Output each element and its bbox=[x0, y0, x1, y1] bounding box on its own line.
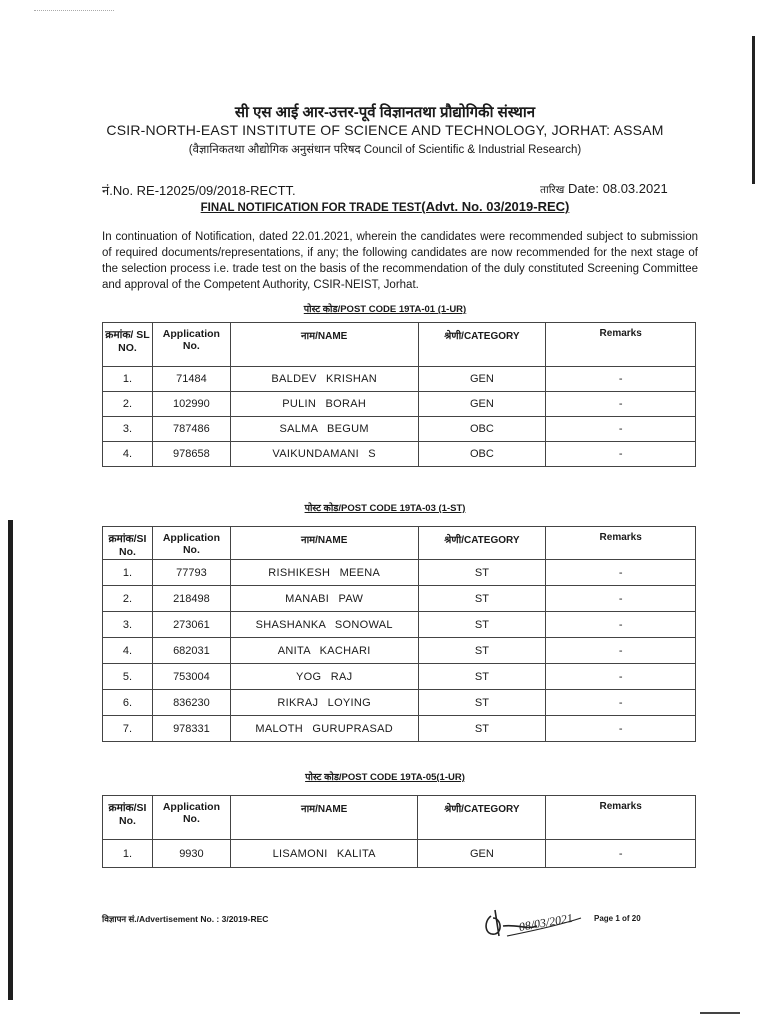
cell-application: 273061 bbox=[152, 612, 230, 638]
col-header-slno: क्रमांक/SI No. bbox=[103, 796, 153, 840]
cell-name: PULIN BORAH bbox=[230, 392, 418, 417]
cell-remarks: - bbox=[546, 716, 696, 742]
table-row bbox=[103, 560, 696, 586]
cell-application: 77793 bbox=[152, 560, 230, 586]
cell-application: 978658 bbox=[152, 442, 230, 467]
table-row bbox=[103, 392, 696, 417]
intro-paragraph: In continuation of Notification, dated 22.01.2021, wherein the candidates were recommended subject to submission of required documents/representations, if any; the following candidates are now recommended for the next stage of the selection process i.e. trade test on the basis of the recommendation of the duly constituted Screening Committee and approval of the Competent Authority, CSIR-NEIST, Jorhat. bbox=[102, 231, 698, 291]
cell-remarks: - bbox=[546, 586, 696, 612]
col-header-application: Application No. bbox=[152, 323, 230, 367]
cell-remarks: - bbox=[546, 392, 696, 417]
cell-category: ST bbox=[418, 716, 546, 742]
col-header-remarks: Remarks bbox=[546, 527, 696, 560]
cell-slno: 5. bbox=[103, 664, 153, 690]
table-row bbox=[103, 417, 696, 442]
col-header-remarks: Remarks bbox=[546, 323, 696, 367]
council-english: Council of Scientific & Industrial Research) bbox=[363, 144, 582, 156]
cell-category: ST bbox=[418, 664, 546, 690]
table-header-row bbox=[103, 527, 696, 560]
table-row bbox=[103, 690, 696, 716]
cell-slno: 1. bbox=[103, 840, 153, 868]
cell-name: SALMA BEGUM bbox=[230, 417, 418, 442]
cell-slno: 3. bbox=[103, 612, 153, 638]
date-label-hindi: तारिख bbox=[540, 184, 565, 196]
cell-slno: 4. bbox=[103, 638, 153, 664]
advt-number: (Advt. No. 03/2019-REC) bbox=[421, 199, 570, 214]
cell-remarks: - bbox=[546, 560, 696, 586]
candidates-table bbox=[102, 322, 696, 467]
table-row bbox=[103, 586, 696, 612]
cell-name: RISHIKESH MEENA bbox=[230, 560, 418, 586]
council-line bbox=[0, 142, 770, 157]
notice-title-text: FINAL NOTIFICATION FOR TRADE TEST bbox=[200, 202, 422, 214]
signature-date: 08/03/2021 bbox=[517, 910, 574, 935]
post-code-heading: पोस्ट कोड/POST CODE 19TA-05(1-UR) bbox=[305, 772, 465, 783]
cell-slno: 3. bbox=[103, 417, 153, 442]
col-header-slno: क्रमांक/ SL NO. bbox=[103, 323, 153, 367]
cell-category: ST bbox=[418, 586, 546, 612]
table-row bbox=[103, 442, 696, 467]
cell-application: 71484 bbox=[152, 367, 230, 392]
post-code-heading: पोस्ट कोड/POST CODE 19TA-03 (1-ST) bbox=[304, 503, 466, 514]
table-row bbox=[103, 612, 696, 638]
date-line bbox=[540, 181, 668, 197]
cell-category: GEN bbox=[418, 840, 546, 868]
page-number: Page 1 of 20 bbox=[594, 914, 641, 923]
cell-application: 836230 bbox=[152, 690, 230, 716]
candidates-table bbox=[102, 526, 696, 742]
cell-slno: 2. bbox=[103, 586, 153, 612]
cell-remarks: - bbox=[546, 690, 696, 716]
cell-application: 102990 bbox=[152, 392, 230, 417]
post-code-heading: पोस्ट कोड/POST CODE 19TA-01 (1-UR) bbox=[303, 304, 467, 315]
notice-date: Date: 08.03.2021 bbox=[567, 181, 668, 196]
table-header-row bbox=[103, 323, 696, 367]
cell-category: ST bbox=[418, 638, 546, 664]
cell-remarks: - bbox=[546, 840, 696, 868]
council-hindi: (वैज्ञानिकतथा औद्योगिक अनुसंधान परिषद bbox=[188, 144, 361, 156]
cell-slno: 1. bbox=[103, 367, 153, 392]
cell-name: RIKRAJ LOYING bbox=[230, 690, 418, 716]
table-row bbox=[103, 664, 696, 690]
cell-remarks: - bbox=[546, 612, 696, 638]
cell-category: ST bbox=[418, 560, 546, 586]
cell-category: ST bbox=[418, 690, 546, 716]
notice-title bbox=[0, 199, 770, 214]
cell-application: 787486 bbox=[152, 417, 230, 442]
cell-slno: 2. bbox=[103, 392, 153, 417]
table-row bbox=[103, 367, 696, 392]
cell-remarks: - bbox=[546, 664, 696, 690]
col-header-name: नाम/NAME bbox=[230, 527, 418, 560]
cell-category: ST bbox=[418, 612, 546, 638]
cell-application: 9930 bbox=[152, 840, 230, 868]
cell-slno: 7. bbox=[103, 716, 153, 742]
table-row bbox=[103, 716, 696, 742]
col-header-application: Application No. bbox=[152, 796, 230, 840]
cell-slno: 4. bbox=[103, 442, 153, 467]
cell-name: ANITA KACHARI bbox=[230, 638, 418, 664]
table-row bbox=[103, 840, 696, 868]
cell-slno: 1. bbox=[103, 560, 153, 586]
cell-name: LISAMONI KALITA bbox=[230, 840, 418, 868]
col-header-slno: क्रमांक/SI No. bbox=[103, 527, 153, 560]
col-header-application: Application No. bbox=[152, 527, 230, 560]
reference-number: नं.No. RE-12025/09/2018-RECTT. bbox=[102, 183, 296, 198]
cell-remarks: - bbox=[546, 367, 696, 392]
cell-name: BALDEV KRISHAN bbox=[230, 367, 418, 392]
institute-name-english: CSIR-NORTH-EAST INSTITUTE OF SCIENCE AND TECHNOLOGY, JORHAT: ASSAM bbox=[106, 122, 664, 138]
cell-name: VAIKUNDAMANI S bbox=[230, 442, 418, 467]
scan-edge-left bbox=[8, 520, 13, 1000]
table-header-row bbox=[103, 796, 696, 840]
scan-artifact-top bbox=[34, 10, 114, 13]
signature-image bbox=[477, 896, 587, 946]
cell-category: GEN bbox=[418, 392, 546, 417]
col-header-category: श्रेणी/CATEGORY bbox=[418, 796, 546, 840]
cell-name: MALOTH GURUPRASAD bbox=[230, 716, 418, 742]
cell-remarks: - bbox=[546, 417, 696, 442]
col-header-category: श्रेणी/CATEGORY bbox=[418, 323, 546, 367]
institute-name-hindi: सी एस आई आर-उत्तर-पूर्व विज्ञानतथा प्रौद्योगिकी संस्थान bbox=[234, 104, 536, 121]
cell-slno: 6. bbox=[103, 690, 153, 716]
cell-category: GEN bbox=[418, 367, 546, 392]
cell-name: YOG RAJ bbox=[230, 664, 418, 690]
candidates-table bbox=[102, 795, 696, 868]
col-header-name: नाम/NAME bbox=[230, 796, 418, 840]
advertisement-number: विज्ञापन सं./Advertisement No. : 3/2019-REC bbox=[102, 914, 269, 924]
cell-remarks: - bbox=[546, 638, 696, 664]
col-header-name: नाम/NAME bbox=[230, 323, 418, 367]
cell-application: 218498 bbox=[152, 586, 230, 612]
cell-name: MANABI PAW bbox=[230, 586, 418, 612]
cell-name: SHASHANKA SONOWAL bbox=[230, 612, 418, 638]
col-header-remarks: Remarks bbox=[546, 796, 696, 840]
col-header-category: श्रेणी/CATEGORY bbox=[418, 527, 546, 560]
cell-category: OBC bbox=[418, 442, 546, 467]
cell-category: OBC bbox=[418, 417, 546, 442]
cell-remarks: - bbox=[546, 442, 696, 467]
scan-edge-bottom bbox=[700, 1012, 740, 1014]
cell-application: 682031 bbox=[152, 638, 230, 664]
cell-application: 753004 bbox=[152, 664, 230, 690]
cell-application: 978331 bbox=[152, 716, 230, 742]
table-row bbox=[103, 638, 696, 664]
